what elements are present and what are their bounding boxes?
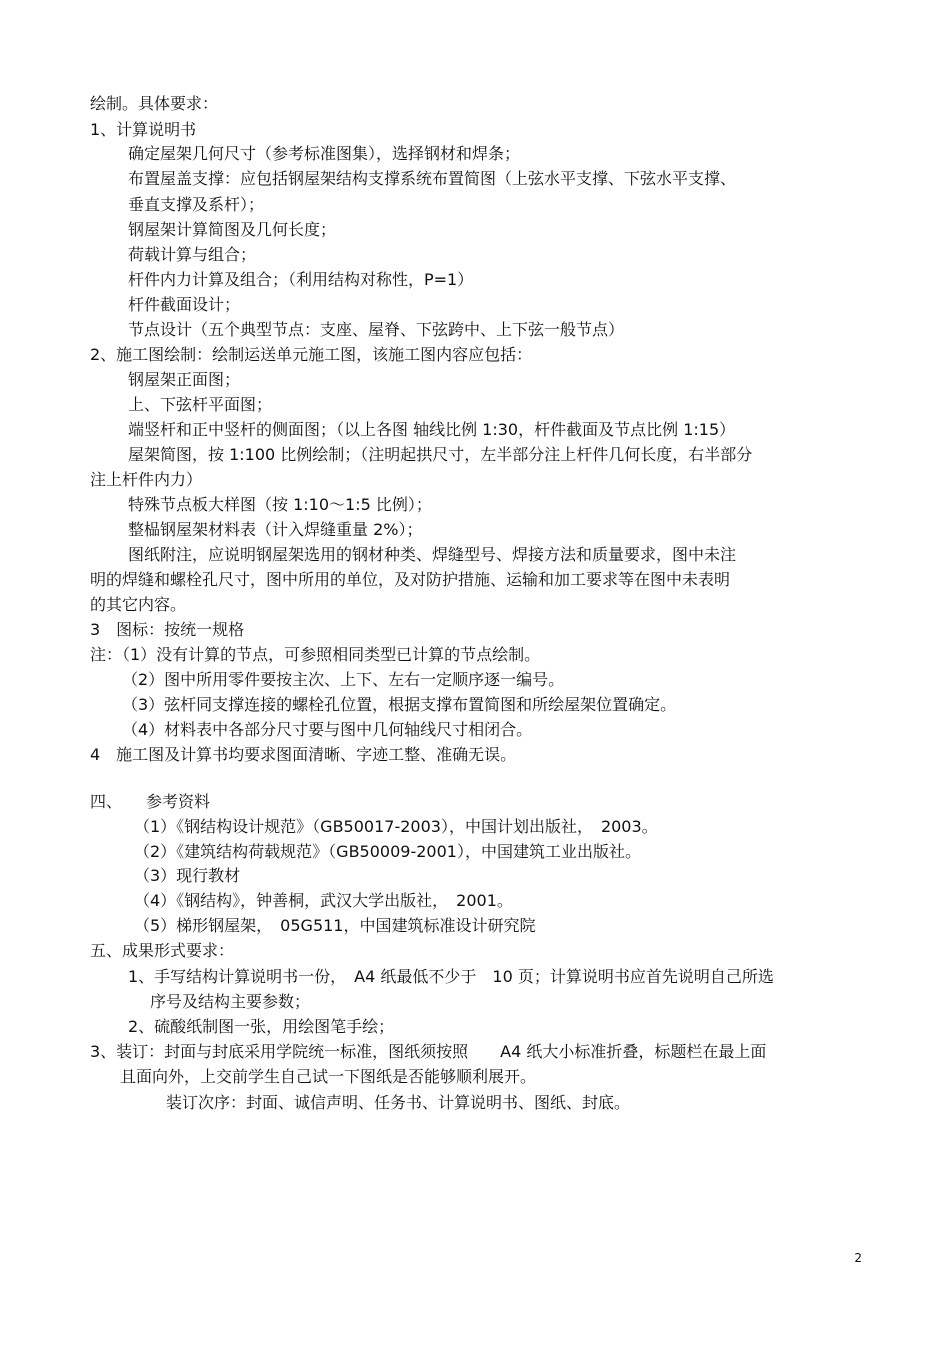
reference-item: （2）《建筑结构荷载规范》（GB50009-2001），中国建筑工业出版社。 <box>134 842 641 861</box>
text-line: 荷载计算与组合； <box>128 245 257 264</box>
text-line: 杆件内力计算及组合；（利用结构对称性，P=1） <box>128 270 474 289</box>
section-heading: 四、 参考资料 <box>90 792 211 811</box>
text-line: 明的焊缝和螺栓孔尺寸，图中所用的单位，及对防护措施、运输和加工要求等在图中未表明 <box>90 570 731 589</box>
text-line: 钢屋架计算简图及几何长度； <box>128 220 337 239</box>
note-line: （3）弦杆同支撑连接的螺栓孔位置，根据支撑布置简图和所绘屋架位置确定。 <box>122 695 677 714</box>
text-line: 屋架简图，按 1:100 比例绘制；（注明起拱尺寸，左半部分注上杆件几何长度，右半部分 <box>128 445 753 464</box>
text-line: 图纸附注，应说明钢屋架选用的钢材种类、焊缝型号、焊接方法和质量要求，图中未注 <box>128 545 737 564</box>
reference-item: （4）《钢结构》，钟善桐，武汉大学出版社， 2001。 <box>134 891 513 910</box>
text-line: 装订次序：封面、诚信声明、任务书、计算说明书、图纸、封底。 <box>166 1093 631 1112</box>
text-line: 端竖杆和正中竖杆的侧面图；（以上各图 轴线比例 1:30，杆件截面及节点比例 1:15） <box>128 420 736 439</box>
page-number: 2 <box>854 1251 862 1265</box>
text-line: 的其它内容。 <box>90 595 187 614</box>
text-line: 整榀钢屋架材料表（计入焊缝重量 2%）； <box>128 520 423 539</box>
text-line: 2、硫酸纸制图一张，用绘图笔手绘； <box>128 1017 395 1036</box>
section-heading: 五、成果形式要求： <box>90 941 235 960</box>
section-heading: 4 施工图及计算书均要求图面清晰、字迹工整、准确无误。 <box>90 745 517 764</box>
text-line: 3、装订：封面与封底采用学院统一标准，图纸须按照 A4 纸大小标准折叠，标题栏在最上面 <box>90 1042 767 1061</box>
section-heading: 2、施工图绘制：绘制运送单元施工图，该施工图内容应包括： <box>90 345 533 364</box>
reference-item: （1）《钢结构设计规范》（GB50017-2003），中国计划出版社， 2003。 <box>134 817 658 836</box>
section-heading: 1、计算说明书 <box>90 120 197 139</box>
reference-item: （3）现行教材 <box>134 866 241 885</box>
text-line: 1、手写结构计算说明书一份， A4 纸最低不少于 10 页；计算说明书应首先说明自己所选 <box>128 967 774 986</box>
text-line: 垂直支撑及系杆）； <box>128 195 265 214</box>
text-line: 杆件截面设计； <box>128 295 241 314</box>
note-line: （2）图中所用零件要按主次、上下、左右一定顺序逐一编号。 <box>122 670 565 689</box>
text-line: 钢屋架正面图； <box>128 370 241 389</box>
text-line: 注上杆件内力） <box>90 470 203 489</box>
text-line: 特殊节点板大样图（按 1:10～1:5 比例）； <box>128 495 432 514</box>
text-line: 上、下弦杆平面图； <box>128 395 273 414</box>
text-line: 绘制。具体要求： <box>90 94 219 113</box>
text-line: 且面向外，上交前学生自己试一下图纸是否能够顺利展开。 <box>120 1067 537 1086</box>
text-line: 节点设计（五个典型节点：支座、屋脊、下弦跨中、上下弦一般节点） <box>128 320 625 339</box>
text-line: 布置屋盖支撑：应包括钢屋架结构支撑系统布置简图（上弦水平支撑、下弦水平支撑、 <box>128 169 737 188</box>
section-heading: 3 图标：按统一规格 <box>90 620 245 639</box>
note-line: 注：（1）没有计算的节点，可参照相同类型已计算的节点绘制。 <box>90 645 541 664</box>
text-line: 确定屋架几何尺寸（参考标准图集），选择钢材和焊条； <box>128 144 521 163</box>
text-line: 序号及结构主要参数； <box>150 992 311 1011</box>
reference-item: （5）梯形钢屋架， 05G511，中国建筑标准设计研究院 <box>134 916 536 935</box>
note-line: （4）材料表中各部分尺寸要与图中几何轴线尺寸相闭合。 <box>122 720 533 739</box>
